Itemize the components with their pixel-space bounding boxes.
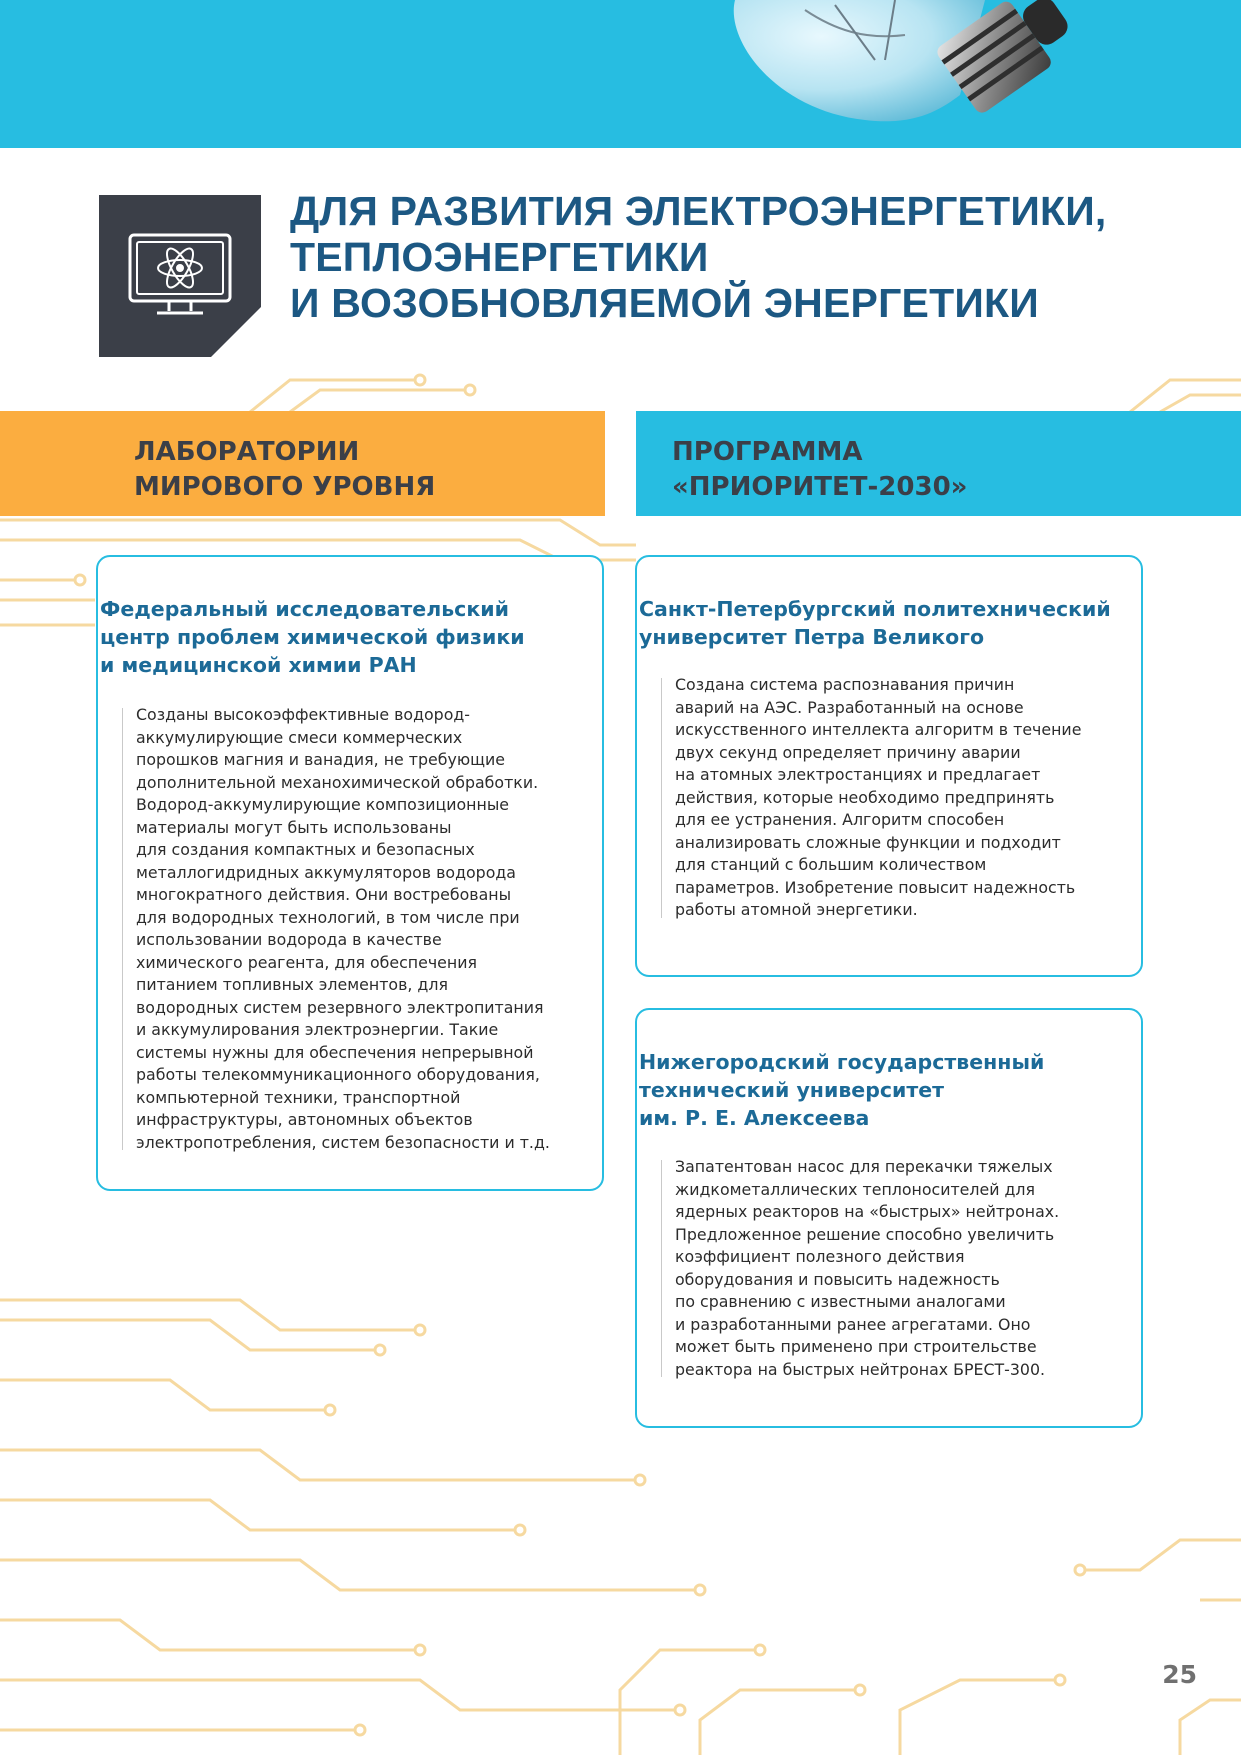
text-line: Водород-аккумулирующие композиционные — [136, 795, 510, 814]
card-organization — [639, 595, 1111, 651]
org-line: технический университет — [639, 1078, 945, 1102]
text-line: и разработанными ранее агрегатами. Оно — [675, 1314, 1031, 1334]
text-line: жидкометаллических теплоносителей для — [675, 1179, 1036, 1199]
info-card-nntu — [635, 1008, 1143, 1428]
text-line: коэффициент полезного действия — [675, 1247, 965, 1266]
text-line: Предложенное решение способно увеличить — [675, 1224, 1055, 1244]
column-header-priority-2030 — [636, 411, 1241, 516]
text-line: по сравнению с известными аналогами — [675, 1292, 1006, 1311]
text-line: работы телекоммуникационного оборудования, — [136, 1065, 540, 1084]
text-line: материалы могут быть использованы — [136, 817, 452, 837]
text-line: Созданы высокоэффективные водород- — [136, 705, 470, 724]
org-line: Нижегородский государственный — [639, 1050, 1045, 1074]
text-line: анализировать сложные функции и подходит — [675, 832, 1061, 852]
text-line: искусственного интеллекта алгоритм в течение — [675, 720, 1082, 739]
org-line: им. Р. Е. Алексеева — [639, 1106, 870, 1130]
title-line: ТЕПЛОЭНЕРГЕТИКИ — [290, 234, 709, 280]
text-line: для станций с большим количеством — [675, 855, 987, 874]
text-line: реактора на быстрых нейтронах БРЕСТ-300. — [675, 1359, 1046, 1379]
text-line: многократного действия. Они востребованы — [136, 885, 512, 904]
text-line: может быть применено при строительстве — [675, 1337, 1037, 1356]
text-line: питанием топливных элементов, для — [136, 975, 448, 994]
light-bulb-icon — [715, 0, 1095, 148]
text-line: системы нужны для обеспечения непрерывной — [136, 1042, 534, 1062]
column-label — [134, 435, 605, 505]
text-line: и аккумулирования электроэнергии. Такие — [136, 1020, 499, 1039]
card-description — [675, 674, 1081, 922]
text-line: дополнительной механохимической обработки. — [136, 772, 539, 792]
text-line: двух секунд определяет причину аварии — [675, 742, 1021, 762]
text-line: водородных систем резервного электропитания — [136, 997, 544, 1017]
title-line: ДЛЯ РАЗВИТИЯ ЭЛЕКТРОЭНЕРГЕТИКИ, — [290, 188, 1107, 234]
text-line: инфраструктуры, автономных объектов — [136, 1110, 473, 1129]
text-line: для водородных технологий, в том числе при — [136, 907, 520, 927]
text-line: металлогидридных аккумуляторов водорода — [136, 862, 516, 882]
card-organization — [639, 1048, 1044, 1132]
text-line: оборудования и повысить надежность — [675, 1269, 1000, 1289]
text-line: параметров. Изобретение повысит надежность — [675, 877, 1076, 897]
title-line: И ВОЗОБНОВЛЯЕМОЙ ЭНЕРГЕТИКИ — [290, 280, 1039, 326]
text-line: химического реагента, для обеспечения — [136, 952, 477, 972]
atom-monitor-icon — [99, 195, 261, 357]
column-header-laboratories — [0, 411, 605, 516]
text-line: электропотребления, систем безопасности и т.д. — [136, 1132, 550, 1152]
org-line: Санкт-Петербургский политехнический — [639, 597, 1111, 621]
text-line: Создана система распознавания причин — [675, 675, 1015, 694]
card-description — [675, 1156, 1059, 1381]
org-line: Федеральный исследовательский — [100, 597, 509, 621]
column-label-line: ПРОГРАММА — [672, 437, 863, 467]
org-line: центр проблем химической физики — [100, 625, 525, 649]
text-line: порошков магния и ванадия, не требующие — [136, 750, 505, 769]
info-card-spbpu — [635, 555, 1143, 977]
page-title — [290, 188, 1190, 326]
card-description — [136, 704, 550, 1154]
column-label — [672, 435, 1241, 505]
text-line: компьютерной техники, транспортной — [136, 1087, 461, 1107]
page-number: 25 — [1162, 1660, 1197, 1689]
text-line: использовании водорода в качестве — [136, 930, 442, 949]
text-line: работы атомной энергетики. — [675, 900, 918, 919]
org-line: университет Петра Великого — [639, 625, 985, 649]
text-line: Запатентован насос для перекачки тяжелых — [675, 1157, 1053, 1176]
text-line: для создания компактных и безопасных — [136, 840, 475, 859]
info-card-fic — [96, 555, 604, 1191]
text-line: на атомных электростанциях и предлагает — [675, 765, 1041, 784]
text-line: для ее устранения. Алгоритм способен — [675, 810, 1005, 829]
org-line: и медицинской химии РАН — [100, 653, 417, 677]
column-label-line: МИРОВОГО УРОВНЯ — [134, 472, 436, 502]
text-line: аккумулирующие смеси коммерческих — [136, 727, 463, 747]
column-label-line: «ПРИОРИТЕТ-2030» — [672, 472, 968, 502]
column-label-line: ЛАБОРАТОРИИ — [134, 437, 360, 467]
card-organization — [100, 595, 525, 679]
text-line: аварий на АЭС. Разработанный на основе — [675, 697, 1024, 717]
text-line: ядерных реакторов на «быстрых» нейтронах. — [675, 1202, 1060, 1221]
text-line: действия, которые необходимо предпринять — [675, 787, 1055, 807]
